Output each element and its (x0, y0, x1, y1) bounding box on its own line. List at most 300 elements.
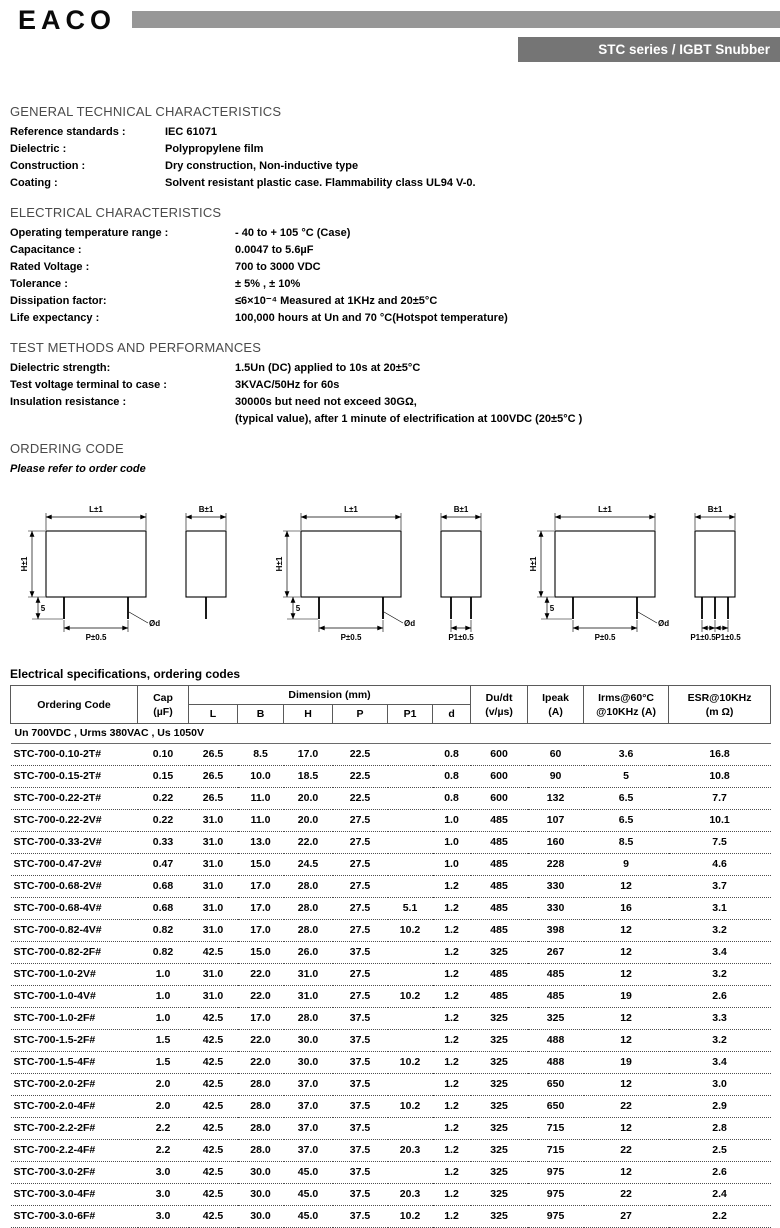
header-strip (132, 11, 780, 28)
dim-label-d: Ød (149, 619, 161, 628)
value-cell: 325 (471, 1008, 528, 1030)
table-row (11, 1140, 771, 1162)
value-cell: 37.5 (333, 1052, 388, 1074)
ordering-code-cell: STC-700-1.0-2F# (11, 1008, 138, 1030)
value-cell: 1.0 (433, 854, 471, 876)
value-cell: 0.22 (138, 810, 189, 832)
value-cell: 6.5 (584, 810, 669, 832)
value-cell: 0.8 (433, 766, 471, 788)
table-title: Electrical specifications, ordering codes (10, 667, 241, 681)
dim-label-P1: P1±0.5 (715, 633, 741, 642)
dim-label-L: L±1 (598, 505, 612, 514)
ordering-code-cell: STC-700-1.0-2V# (11, 964, 138, 986)
value-cell: 37.5 (333, 1096, 388, 1118)
value-cell: 22.5 (333, 744, 388, 766)
ordering-code-cell: STC-700-3.0-4F# (11, 1184, 138, 1206)
spec-row (10, 158, 770, 175)
spec-label: Capacitance : (10, 244, 82, 256)
table-row (11, 766, 771, 788)
value-cell: 3.2 (669, 920, 771, 942)
spec-value: Dry construction, Non-inductive type (165, 160, 359, 172)
value-cell: 37.5 (333, 1140, 388, 1162)
value-cell: 0.10 (138, 744, 189, 766)
spec-value: ± 5% , ± 10% (235, 278, 301, 290)
value-cell: 37.0 (284, 1118, 333, 1140)
brand-logo: EACO (18, 5, 117, 35)
value-cell: 22.0 (238, 1052, 284, 1074)
value-cell: 0.8 (433, 788, 471, 810)
value-cell: 17.0 (238, 876, 284, 898)
value-cell: 27.5 (333, 854, 388, 876)
col-header-irms-label: Irms@60°C (598, 691, 654, 704)
ordering-code-cell: STC-700-1.0-4V# (11, 986, 138, 1008)
spec-label: Life expectancy : (10, 312, 100, 324)
value-cell: 12 (584, 1008, 669, 1030)
value-cell: 267 (528, 942, 584, 964)
value-cell: 2.4 (669, 1184, 771, 1206)
table-row (11, 1118, 771, 1140)
spec-value: 100,000 hours at Un and 70 °C(Hotspot temperature) (235, 312, 508, 324)
value-cell: 1.2 (433, 876, 471, 898)
value-cell: 31.0 (189, 832, 238, 854)
value-cell (388, 810, 433, 832)
value-cell: 27.5 (333, 920, 388, 942)
value-cell: 22 (584, 1096, 669, 1118)
col-header-cap-unit: (µF) (153, 705, 173, 718)
value-cell: 22.5 (333, 766, 388, 788)
value-cell: 3.0 (138, 1206, 189, 1228)
value-cell: 1.0 (138, 986, 189, 1008)
value-cell: 0.47 (138, 854, 189, 876)
value-cell: 0.33 (138, 832, 189, 854)
value-cell: 600 (471, 766, 528, 788)
col-header-ipeak-unit: (A) (548, 705, 563, 718)
value-cell: 0.22 (138, 788, 189, 810)
value-cell: 330 (528, 898, 584, 920)
col-header-dimension: Dimension (mm) (189, 686, 471, 705)
value-cell: 42.5 (189, 1008, 238, 1030)
value-cell: 28.0 (238, 1140, 284, 1162)
value-cell: 325 (471, 942, 528, 964)
value-cell: 60 (528, 744, 584, 766)
value-cell: 3.0 (138, 1162, 189, 1184)
value-cell: 2.6 (669, 1162, 771, 1184)
value-cell: 31.0 (189, 964, 238, 986)
spec-label: Test voltage terminal to case : (10, 379, 167, 391)
value-cell: 28.0 (238, 1118, 284, 1140)
value-cell: 17.0 (238, 1008, 284, 1030)
table-row (11, 942, 771, 964)
value-cell: 228 (528, 854, 584, 876)
value-cell (388, 1162, 433, 1184)
value-cell: 26.0 (284, 942, 333, 964)
value-cell: 27.5 (333, 876, 388, 898)
col-header-ipeak (528, 686, 584, 724)
spec-value: 30000s but need not exceed 30GΩ, (235, 396, 417, 408)
spec-label: Coating : (10, 177, 58, 189)
value-cell: 7.5 (669, 832, 771, 854)
value-cell: 37.5 (333, 1206, 388, 1228)
value-cell (388, 964, 433, 986)
col-header-dudt-unit: (v/µs) (485, 705, 513, 718)
value-cell: 26.5 (189, 744, 238, 766)
value-cell: 28.0 (284, 1008, 333, 1030)
col-header-esr (669, 686, 771, 724)
dim-label-H: H±1 (20, 556, 29, 572)
value-cell: 42.5 (189, 1162, 238, 1184)
value-cell: 325 (471, 1074, 528, 1096)
value-cell: 485 (471, 920, 528, 942)
spec-table-header (11, 686, 771, 724)
value-cell: 5 (584, 766, 669, 788)
value-cell: 2.6 (669, 986, 771, 1008)
voltage-group-label: Un 700VDC , Urms 380VAC , Us 1050V (11, 724, 771, 744)
value-cell: 37.5 (333, 1008, 388, 1030)
voltage-group-row (11, 724, 771, 744)
ordering-code-cell: STC-700-0.10-2T# (11, 744, 138, 766)
value-cell: 31.0 (189, 920, 238, 942)
spec-value: Polypropylene film (165, 143, 264, 155)
table-row (11, 1074, 771, 1096)
value-cell: 12 (584, 964, 669, 986)
dim-label-lead: 5 (295, 604, 300, 613)
value-cell: 20.0 (284, 788, 333, 810)
general-specs-list (10, 124, 770, 192)
dim-label-d: Ød (658, 619, 670, 628)
ordering-code-cell: STC-700-1.5-4F# (11, 1052, 138, 1074)
col-header-P1: P1 (388, 705, 433, 724)
value-cell: 45.0 (284, 1162, 333, 1184)
spec-label: Dielectric : (10, 143, 67, 155)
spec-value: 1.5Un (DC) applied to 10s at 20±5°C (235, 362, 421, 374)
value-cell: 1.2 (433, 942, 471, 964)
ordering-code-cell: STC-700-0.22-2V# (11, 810, 138, 832)
value-cell: 20.3 (388, 1140, 433, 1162)
spec-label: Construction : (10, 160, 86, 172)
value-cell: 42.5 (189, 942, 238, 964)
value-cell: 2.0 (138, 1096, 189, 1118)
value-cell: 715 (528, 1118, 584, 1140)
ordering-code-cell: STC-700-0.68-2V# (11, 876, 138, 898)
value-cell: 28.0 (284, 920, 333, 942)
value-cell: 27 (584, 1206, 669, 1228)
value-cell: 27.5 (333, 986, 388, 1008)
value-cell: 1.5 (138, 1052, 189, 1074)
value-cell: 485 (471, 876, 528, 898)
value-cell: 28.0 (284, 898, 333, 920)
col-header-B: B (238, 705, 284, 724)
value-cell: 27.5 (333, 810, 388, 832)
value-cell: 325 (471, 1096, 528, 1118)
value-cell: 3.3 (669, 1008, 771, 1030)
spec-value: Solvent resistant plastic case. Flammability class UL94 V-0. (165, 177, 476, 189)
ordering-code-cell: STC-700-0.22-2T# (11, 788, 138, 810)
value-cell: 24.5 (284, 854, 333, 876)
value-cell: 15.0 (238, 942, 284, 964)
ordering-code-cell: STC-700-0.47-2V# (11, 854, 138, 876)
spec-table-body (11, 724, 771, 1228)
value-cell: 3.1 (669, 898, 771, 920)
value-cell: 27.5 (333, 964, 388, 986)
value-cell (388, 854, 433, 876)
value-cell: 11.0 (238, 788, 284, 810)
spec-label: Reference standards : (10, 126, 126, 138)
ordering-code-cell: STC-700-3.0-2F# (11, 1162, 138, 1184)
value-cell: 1.2 (433, 1074, 471, 1096)
value-cell (388, 766, 433, 788)
dim-label-B: B±1 (198, 505, 214, 514)
value-cell: 22.0 (284, 832, 333, 854)
section-title-electrical: ELECTRICAL CHARACTERISTICS (10, 205, 222, 220)
value-cell: 132 (528, 788, 584, 810)
value-cell: 42.5 (189, 1096, 238, 1118)
value-cell: 3.4 (669, 1052, 771, 1074)
value-cell: 488 (528, 1030, 584, 1052)
spec-label: Insulation resistance : (10, 396, 127, 408)
spec-label (10, 411, 235, 428)
value-cell: 2.0 (138, 1074, 189, 1096)
value-cell: 10.1 (669, 810, 771, 832)
value-cell: 1.2 (433, 1118, 471, 1140)
value-cell: 31.0 (284, 964, 333, 986)
value-cell: 13.0 (238, 832, 284, 854)
spec-row (10, 225, 770, 242)
value-cell: 3.2 (669, 964, 771, 986)
value-cell: 12 (584, 1030, 669, 1052)
dim-label-lead: 5 (549, 604, 555, 613)
value-cell: 31.0 (189, 876, 238, 898)
spec-row (10, 411, 770, 428)
value-cell: 2.9 (669, 1096, 771, 1118)
value-cell: 485 (471, 964, 528, 986)
value-cell: 3.0 (138, 1184, 189, 1206)
value-cell: 90 (528, 766, 584, 788)
spec-row (10, 141, 770, 158)
col-header-dudt (471, 686, 528, 724)
value-cell: 42.5 (189, 1206, 238, 1228)
value-cell: 12 (584, 876, 669, 898)
col-header-esr-label: ESR@10KHz (687, 691, 752, 704)
value-cell: 17.0 (284, 744, 333, 766)
dim-label-H: H±1 (274, 556, 284, 572)
value-cell: 2.5 (669, 1140, 771, 1162)
ordering-code-cell: STC-700-2.0-4F# (11, 1096, 138, 1118)
value-cell: 15.0 (238, 854, 284, 876)
page-content (0, 104, 780, 1228)
table-row (11, 1096, 771, 1118)
spec-row (10, 310, 770, 327)
spec-row (10, 242, 770, 259)
value-cell: 3.4 (669, 942, 771, 964)
spec-label: Dielectric strength: (10, 362, 111, 374)
table-row (11, 788, 771, 810)
spec-value: 700 to 3000 VDC (235, 261, 321, 273)
table-row (11, 898, 771, 920)
section-title-test-methods: TEST METHODS AND PERFORMANCES (10, 340, 262, 355)
spec-label: Rated Voltage : (10, 261, 90, 273)
value-cell: 37.5 (333, 942, 388, 964)
electrical-specs-list (10, 225, 770, 327)
ordering-code-cell: STC-700-0.82-4V# (11, 920, 138, 942)
value-cell: 6.5 (584, 788, 669, 810)
value-cell: 11.0 (238, 810, 284, 832)
value-cell: 22 (584, 1184, 669, 1206)
value-cell: 600 (471, 788, 528, 810)
spec-value: 0.0047 to 5.6µF (235, 244, 314, 256)
spec-row (10, 293, 770, 310)
value-cell: 485 (528, 986, 584, 1008)
value-cell: 42.5 (189, 1052, 238, 1074)
value-cell: 30.0 (284, 1030, 333, 1052)
spec-row (10, 175, 770, 192)
col-header-dudt-label: Du/dt (485, 691, 513, 704)
value-cell: 31.0 (189, 810, 238, 832)
spec-row (10, 377, 770, 394)
value-cell: 10.2 (388, 1052, 433, 1074)
value-cell: 1.0 (433, 832, 471, 854)
value-cell: 10.8 (669, 766, 771, 788)
ordering-code-note: Please refer to order code (10, 463, 146, 475)
value-cell: 17.0 (238, 898, 284, 920)
value-cell: 18.5 (284, 766, 333, 788)
value-cell: 28.0 (238, 1096, 284, 1118)
col-header-ipeak-label: Ipeak (542, 691, 569, 704)
value-cell: 31.0 (189, 854, 238, 876)
ordering-code-cell: STC-700-0.15-2T# (11, 766, 138, 788)
value-cell: 0.82 (138, 942, 189, 964)
col-header-d: d (433, 705, 471, 724)
value-cell: 26.5 (189, 788, 238, 810)
dim-label-P1: P1±0.5 (447, 633, 474, 642)
spec-label: Dissipation factor: (10, 295, 107, 307)
value-cell: 325 (471, 1184, 528, 1206)
value-cell: 42.5 (189, 1030, 238, 1052)
col-header-cap-label: Cap (153, 691, 173, 704)
value-cell: 3.0 (669, 1074, 771, 1096)
value-cell: 485 (471, 810, 528, 832)
spec-row (10, 259, 770, 276)
value-cell: 485 (528, 964, 584, 986)
spec-label: Operating temperature range : (10, 227, 169, 239)
value-cell (388, 1074, 433, 1096)
value-cell: 28.0 (238, 1074, 284, 1096)
value-cell: 975 (528, 1184, 584, 1206)
value-cell: 975 (528, 1162, 584, 1184)
value-cell: 398 (528, 920, 584, 942)
value-cell: 1.2 (433, 1140, 471, 1162)
value-cell: 1.2 (433, 1184, 471, 1206)
ordering-code-cell: STC-700-3.0-6F# (11, 1206, 138, 1228)
spec-value: 3KVAC/50Hz for 60s (235, 379, 340, 391)
value-cell: 10.2 (388, 1096, 433, 1118)
value-cell (388, 942, 433, 964)
value-cell (388, 1008, 433, 1030)
value-cell: 37.5 (333, 1074, 388, 1096)
table-row (11, 832, 771, 854)
spec-row (10, 276, 770, 293)
value-cell: 7.7 (669, 788, 771, 810)
value-cell: 3.7 (669, 876, 771, 898)
value-cell: 4.6 (669, 854, 771, 876)
value-cell: 1.5 (138, 1030, 189, 1052)
value-cell: 30.0 (284, 1052, 333, 1074)
value-cell: 650 (528, 1096, 584, 1118)
value-cell: 22.0 (238, 964, 284, 986)
dim-label-lead: 5 (40, 604, 46, 613)
value-cell: 488 (528, 1052, 584, 1074)
value-cell: 325 (471, 1162, 528, 1184)
value-cell: 485 (471, 898, 528, 920)
outline-drawing-4pin (273, 501, 508, 651)
table-row (11, 1162, 771, 1184)
col-header-irms-unit: @10KHz (A) (596, 705, 656, 718)
value-cell: 650 (528, 1074, 584, 1096)
value-cell: 22.0 (238, 1030, 284, 1052)
value-cell: 0.82 (138, 920, 189, 942)
value-cell: 30.0 (238, 1206, 284, 1228)
value-cell: 325 (471, 1206, 528, 1228)
value-cell (388, 744, 433, 766)
outline-drawings (18, 501, 762, 651)
value-cell: 20.0 (284, 810, 333, 832)
value-cell (388, 832, 433, 854)
value-cell: 1.2 (433, 1052, 471, 1074)
value-cell: 2.2 (138, 1118, 189, 1140)
value-cell: 485 (471, 832, 528, 854)
value-cell: 3.2 (669, 1030, 771, 1052)
table-row (11, 876, 771, 898)
outline-drawing-6pin (527, 501, 762, 651)
value-cell (388, 1118, 433, 1140)
value-cell: 16.8 (669, 744, 771, 766)
value-cell: 1.0 (433, 810, 471, 832)
value-cell: 37.0 (284, 1074, 333, 1096)
value-cell: 1.2 (433, 1096, 471, 1118)
value-cell: 325 (528, 1008, 584, 1030)
dim-label-B: B±1 (707, 505, 723, 514)
ordering-code-cell: STC-700-0.82-2F# (11, 942, 138, 964)
col-header-H: H (284, 705, 333, 724)
value-cell: 12 (584, 1118, 669, 1140)
table-row (11, 854, 771, 876)
dim-label-L: L±1 (343, 505, 358, 514)
value-cell: 0.8 (433, 744, 471, 766)
table-row (11, 744, 771, 766)
spec-row (10, 360, 770, 377)
value-cell: 45.0 (284, 1184, 333, 1206)
table-row (11, 920, 771, 942)
table-row (11, 1030, 771, 1052)
value-cell: 42.5 (189, 1118, 238, 1140)
spec-row (10, 124, 770, 141)
test-methods-list (10, 360, 770, 428)
value-cell: 22.5 (333, 788, 388, 810)
value-cell: 12 (584, 1162, 669, 1184)
col-header-P: P (333, 705, 388, 724)
value-cell: 37.5 (333, 1184, 388, 1206)
value-cell: 715 (528, 1140, 584, 1162)
section-title-ordering-code: ORDERING CODE (10, 441, 124, 456)
value-cell: 37.5 (333, 1118, 388, 1140)
dim-label-P: P±0.5 (594, 633, 616, 642)
value-cell: 8.5 (584, 832, 669, 854)
value-cell: 1.0 (138, 964, 189, 986)
table-row (11, 1052, 771, 1074)
value-cell: 325 (471, 1030, 528, 1052)
col-header-irms (584, 686, 669, 724)
table-row (11, 1184, 771, 1206)
ordering-code-cell: STC-700-2.2-2F# (11, 1118, 138, 1140)
